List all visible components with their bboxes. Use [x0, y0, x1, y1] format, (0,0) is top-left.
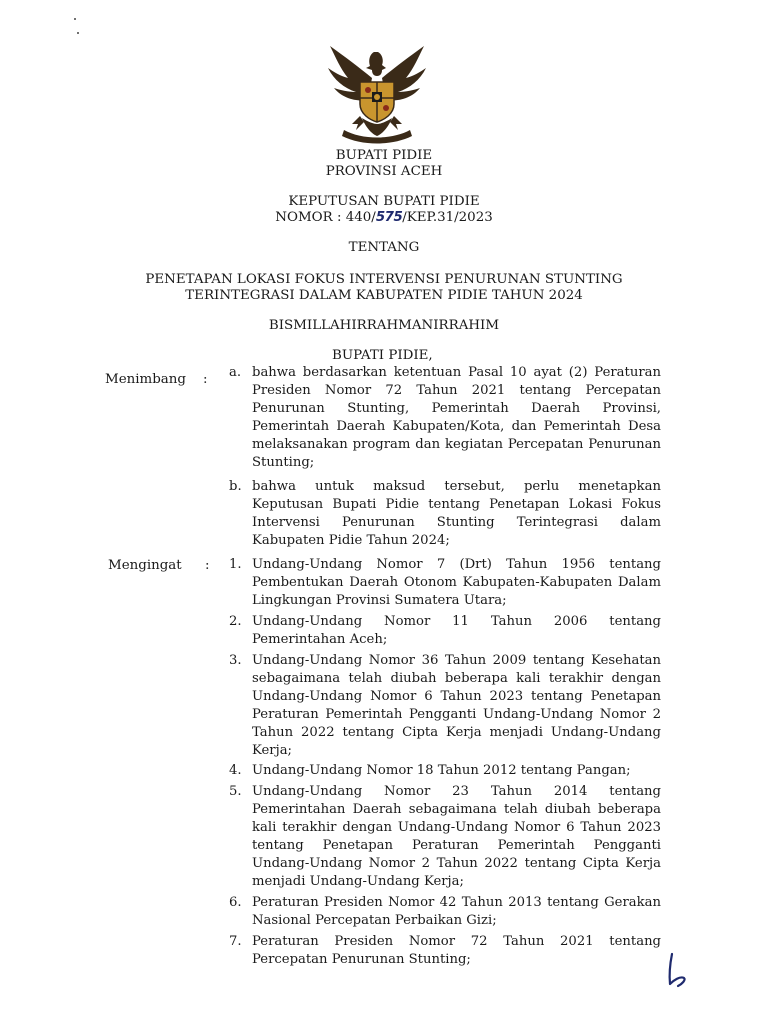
mengingat-item-7 — [229, 933, 661, 969]
item-text: Peraturan Presiden Nomor 72 Tahun 2021 tentang Percepatan Penurunan Stunting; — [252, 934, 661, 967]
item-marker: 7. — [229, 934, 242, 949]
subject-line-2: TERINTEGRASI DALAM KABUPATEN PIDIE TAHUN 2024 — [185, 288, 583, 303]
menimbang-item-b — [229, 478, 661, 550]
item-marker: b. — [229, 479, 242, 494]
heading-basmalah: BISMILLAHIRRAHMANIRRAHIM — [268, 318, 500, 333]
subject-line-1: PENETAPAN LOKASI FOKUS INTERVENSI PENURUNAN STUNTING — [145, 272, 623, 287]
heading-office — [0, 148, 768, 180]
item-marker: a. — [229, 365, 242, 380]
item-text: Undang-Undang Nomor 23 Tahun 2014 tentang Pemerintahan Daerah sebagaimana telah diubah beberapa kali terakhir dengan Undang-Undang Nomor 6 Tahun 2023 tentang Penetapan Peraturan Pemerintah Pengganti Undang-Undang Nomor 2 Tahun 2022 tentang Cipta Kerja menjadi Undang-Undang Kerja; — [252, 784, 661, 889]
item-marker: 4. — [229, 763, 242, 778]
mengingat-item-3 — [229, 652, 661, 760]
item-text: Undang-Undang Nomor 18 Tahun 2012 tentang Pangan; — [252, 763, 631, 778]
heading-about: TENTANG — [348, 240, 420, 255]
menimbang-item-a — [229, 364, 661, 472]
decree-number-prefix: NOMOR : 440/ — [275, 210, 376, 225]
item-marker: 5. — [229, 784, 242, 799]
mengingat-item-6 — [229, 894, 661, 930]
mengingat-item-2 — [229, 613, 661, 649]
menimbang-label: Menimbang — [105, 372, 186, 387]
item-marker: 3. — [229, 653, 242, 668]
item-text: bahwa berdasarkan ketentuan Pasal 10 ayat (2) Peraturan Presiden Nomor 72 Tahun 2021 tentang Percepatan Penurunan Stunting, Pemerintah Daerah Provinsi, Pemerintah Daerah Kabupaten/Kota, dan Pemerintah Desa melaksanakan program dan kegiatan Percepatan Penurunan Stunting; — [252, 365, 661, 470]
scan-speck — [74, 18, 76, 20]
menimbang-colon: : — [203, 372, 208, 387]
mengingat-colon: : — [205, 558, 210, 573]
item-text: Undang-Undang Nomor 36 Tahun 2009 tentang Kesehatan sebagaimana telah diubah beberapa kali terakhir dengan Undang-Undang Nomor 6 Tahun 2023 tentang Penetapan Peraturan Pemerintah Pengganti Undang-Undang Nomor 2 Tahun 2022 tentang Cipta Kerja menjadi Undang-Undang Kerja; — [252, 653, 661, 758]
item-marker: 6. — [229, 895, 242, 910]
item-text: Undang-Undang Nomor 11 Tahun 2006 tentang Pemerintahan Aceh; — [252, 614, 661, 647]
decree-number-suffix: /KEP.31/2023 — [402, 210, 493, 225]
garuda-pancasila-emblem-icon — [322, 38, 432, 146]
mengingat-label: Mengingat — [108, 558, 182, 573]
item-text: Peraturan Presiden Nomor 42 Tahun 2013 tentang Gerakan Nasional Percepatan Perbaikan Gizi; — [252, 895, 661, 928]
official-title: BUPATI PIDIE, — [332, 348, 433, 363]
handwritten-page-mark-icon — [664, 950, 690, 990]
mengingat-item-1 — [229, 556, 661, 610]
scan-speck — [77, 32, 79, 34]
office-line-1: BUPATI PIDIE — [335, 148, 433, 163]
mengingat-item-5 — [229, 783, 661, 891]
decree-number — [0, 210, 768, 226]
heading-subject — [0, 272, 768, 304]
item-marker: 2. — [229, 614, 242, 629]
decree-title: KEPUTUSAN BUPATI PIDIE — [288, 194, 480, 209]
heading-decree — [0, 194, 768, 226]
decree-number-handwritten: 575 — [375, 210, 403, 225]
item-text: bahwa untuk maksud tersebut, perlu menetapkan Keputusan Bupati Pidie tentang Penetapan Lokasi Fokus Intervensi Penurunan Stunting Terintegrasi dalam Kabupaten Pidie Tahun 2024; — [252, 479, 661, 548]
office-line-2: PROVINSI ACEH — [325, 164, 443, 179]
mengingat-item-4 — [229, 762, 661, 780]
item-text: Undang-Undang Nomor 7 (Drt) Tahun 1956 tentang Pembentukan Daerah Otonom Kabupaten-Kabupaten Dalam Lingkungan Provinsi Sumatera Utara; — [252, 557, 661, 608]
item-marker: 1. — [229, 557, 242, 572]
